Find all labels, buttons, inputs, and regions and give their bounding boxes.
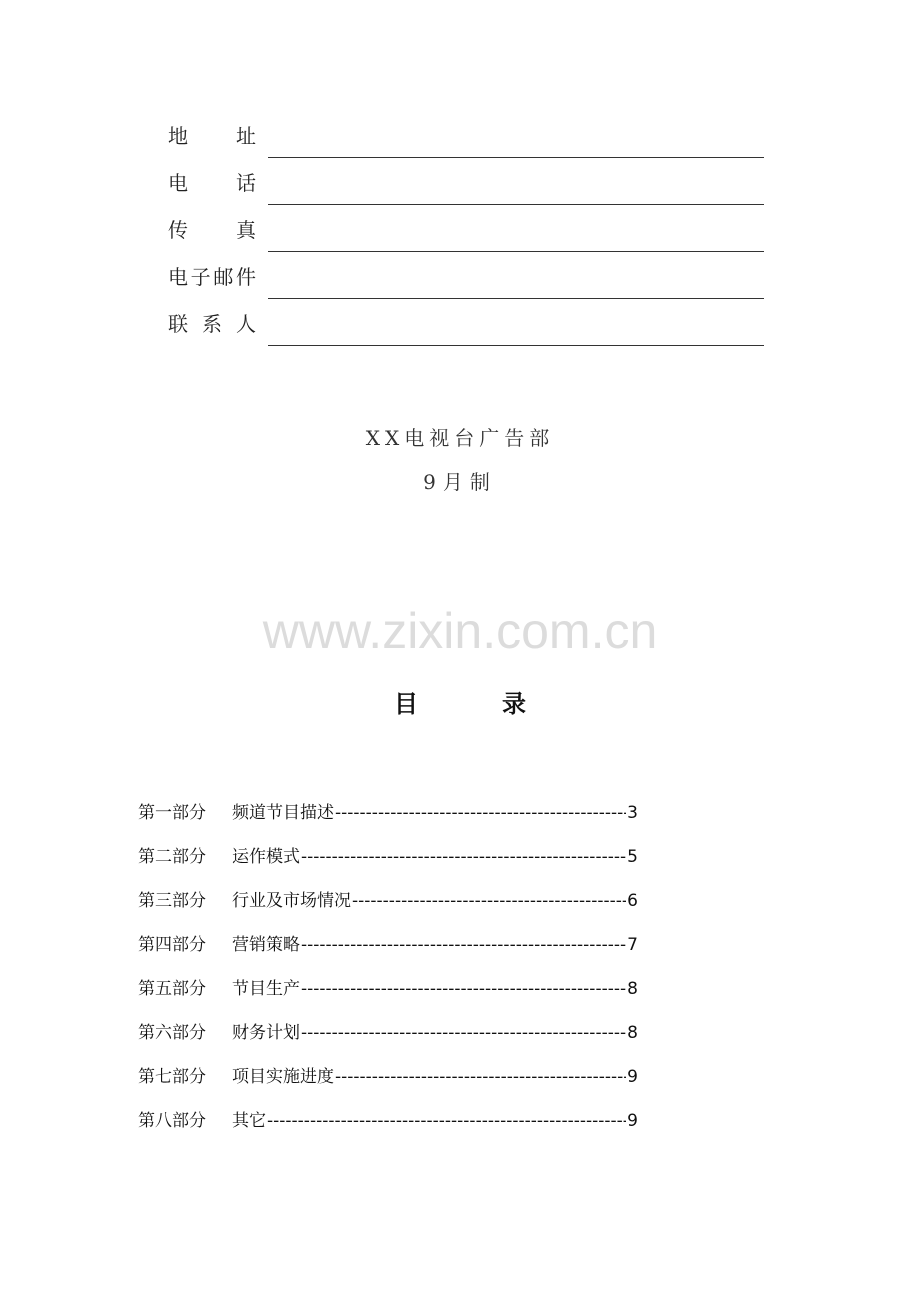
toc-item[interactable] <box>138 845 638 869</box>
email-label: 电子邮件 <box>168 265 256 289</box>
toc-item-part: 第一部分 <box>138 803 206 823</box>
toc-item-page: 8 <box>627 979 638 999</box>
toc-item-part: 第三部分 <box>138 891 206 911</box>
toc-item[interactable] <box>138 1065 638 1089</box>
toc-item-page: 5 <box>627 847 638 867</box>
toc-leader <box>267 1109 626 1133</box>
toc-item-part: 第五部分 <box>138 979 206 999</box>
toc-item-page: 7 <box>627 935 638 955</box>
toc-item-part: 第八部分 <box>138 1111 206 1131</box>
toc-leader <box>301 845 626 869</box>
phone-blank-line <box>268 204 764 205</box>
issue-date: 9月制 <box>423 470 497 494</box>
toc-item-title: 营销策略 <box>232 935 300 955</box>
toc-item[interactable] <box>138 801 638 825</box>
toc-leader <box>335 1065 626 1089</box>
toc-leader <box>301 933 626 957</box>
toc-item-page: 6 <box>627 891 638 911</box>
toc-item-part: 第四部分 <box>138 935 206 955</box>
toc-leader <box>301 1021 626 1045</box>
email-row <box>0 264 920 311</box>
toc-item[interactable] <box>138 977 638 1001</box>
toc-item-title: 节目生产 <box>232 979 300 999</box>
fax-blank-line <box>268 251 764 252</box>
toc-item-title: 运作模式 <box>232 847 300 867</box>
toc-item-part: 第二部分 <box>138 847 206 867</box>
toc-title: 目录 <box>394 690 610 718</box>
toc-item[interactable] <box>138 1109 638 1133</box>
toc-item-part: 第七部分 <box>138 1067 206 1087</box>
organization-name: XX电视台广告部 <box>365 426 555 450</box>
address-row <box>0 123 920 170</box>
fax-row <box>0 217 920 264</box>
toc-item[interactable] <box>138 933 638 957</box>
toc-item[interactable] <box>138 889 638 913</box>
toc-item-page: 3 <box>627 803 638 823</box>
toc-item-title: 其它 <box>232 1111 266 1131</box>
phone-label: 电 话 <box>168 171 256 195</box>
toc-leader <box>301 977 626 1001</box>
toc-item-part: 第六部分 <box>138 1023 206 1043</box>
toc-item-title: 财务计划 <box>232 1023 300 1043</box>
toc-item-title: 行业及市场情况 <box>232 891 351 911</box>
toc-item[interactable] <box>138 1021 638 1045</box>
contact-person-row <box>0 311 920 358</box>
fax-label: 传 真 <box>168 218 256 242</box>
toc-item-page: 9 <box>627 1111 638 1131</box>
email-blank-line <box>268 298 764 299</box>
contact-person-label: 联 系 人 <box>168 312 256 336</box>
toc-item-page: 8 <box>627 1023 638 1043</box>
watermark: www.zixin.com.cn <box>262 603 658 659</box>
toc-leader <box>335 801 626 825</box>
address-blank-line <box>268 157 764 158</box>
toc-item-page: 9 <box>627 1067 638 1087</box>
address-label: 地 址 <box>168 124 256 148</box>
toc-leader <box>352 889 626 913</box>
contact-person-blank-line <box>268 345 764 346</box>
toc-item-title: 频道节目描述 <box>232 803 334 823</box>
phone-row <box>0 170 920 217</box>
toc-item-title: 项目实施进度 <box>232 1067 334 1087</box>
